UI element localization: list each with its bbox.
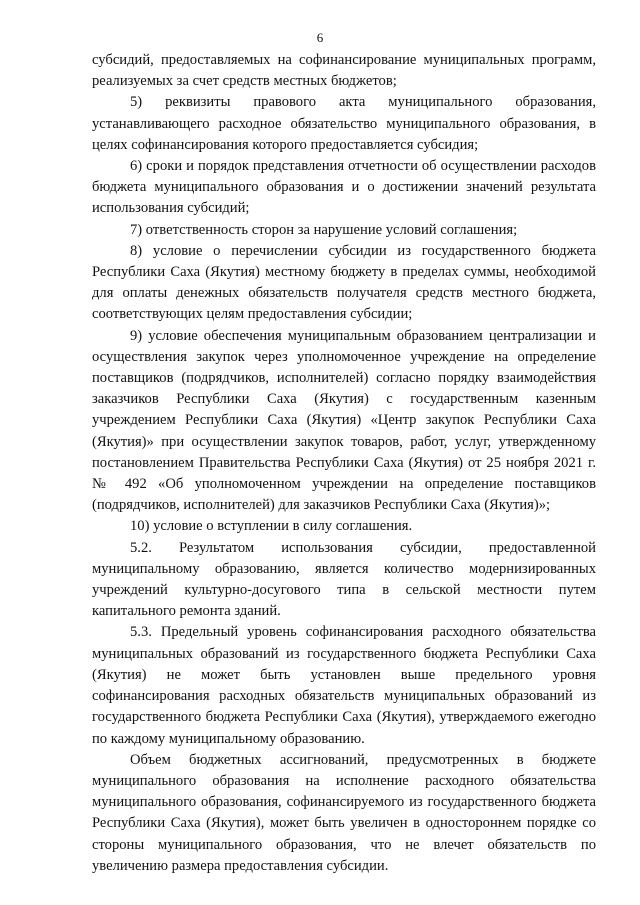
page-number: 6 [316,30,324,45]
paragraph-section-5-3: 5.3. Предельный уровень софинансирования расходного обязательства муниципальных образований из государственного бюджета Республики Саха (Якутия) не может быть установлен выше предельного уровня софинансирования расходных обязательств муниципальных образований из государственного бюджета Республики Саха (Якутия), утверждаемого ежегодно по каждому муниципальному образованию. [92,624,596,747]
paragraph-item-8: 8) условие о перечислении субсидии из государственного бюджета Республики Саха (Якутия) местному бюджету в пределах суммы, необходимой для оплаты денежных обязательств получателя средств местного бюджета, соответствующих целям предоставления субсидии; [92,242,596,323]
paragraph-item-9: 9) условие обеспечения муниципальным образованием централизации и осуществления закупок через уполномоченное учреждение на определение поставщиков (подрядчиков, исполнителей) согласно порядку взаимодействия заказчиков Республики Саха (Якутия) с государственным казенным учреждением Республики Саха (Якутия) «Центр закупок Республики Саха (Якутия)» при осуществлении закупок товаров, работ, услуг, утвержденному постановлением Правительства Республики Саха (Якутия) от 25 ноября 2021 г. № 492 «Об уполномоченном учреждении на определение поставщиков (подрядчиков, исполнителей) для заказчиков Республики Саха (Якутия)»; [92,327,596,514]
paragraph-budget-allocation: Объем бюджетных ассигнований, предусмотренных в бюджете муниципального образования на исполнение расходного обязательства муниципального образования, софинансируемого из государственного бюджета Республики Саха (Якутия), может быть увеличен в одностороннем порядке со стороны муниципального образования, что не влечет обязательств по увеличению размера предоставления субсидии. [92,751,596,874]
paragraph-item-10: 10) условие о вступлении в силу соглашения. [130,518,413,535]
paragraph-item-7: 7) ответственность сторон за нарушение условий соглашения; [130,221,518,238]
paragraph-item-5: 5) реквизиты правового акта муниципального образования, устанавливающего расходное обязательство муниципального образования, в целях софинансирования которого предоставляется субсидия; [92,94,596,153]
document-body [92,50,596,877]
paragraph-section-5-2: 5.2. Результатом использования субсидии, предоставленной муниципальному образованию, является количество модернизированных учреждений культурно-досугового типа в сельской местности путем капитального ремонта зданий. [92,539,596,620]
paragraph-subsidies-continuation: субсидий, предоставляемых на софинансирование муниципальных программ, реализуемых за счет средств местных бюджетов; [92,52,596,90]
paragraph-item-6: 6) сроки и порядок представления отчетности об осуществлении расходов бюджета муниципального образования и о достижении значений результата использования субсидий; [92,158,596,217]
